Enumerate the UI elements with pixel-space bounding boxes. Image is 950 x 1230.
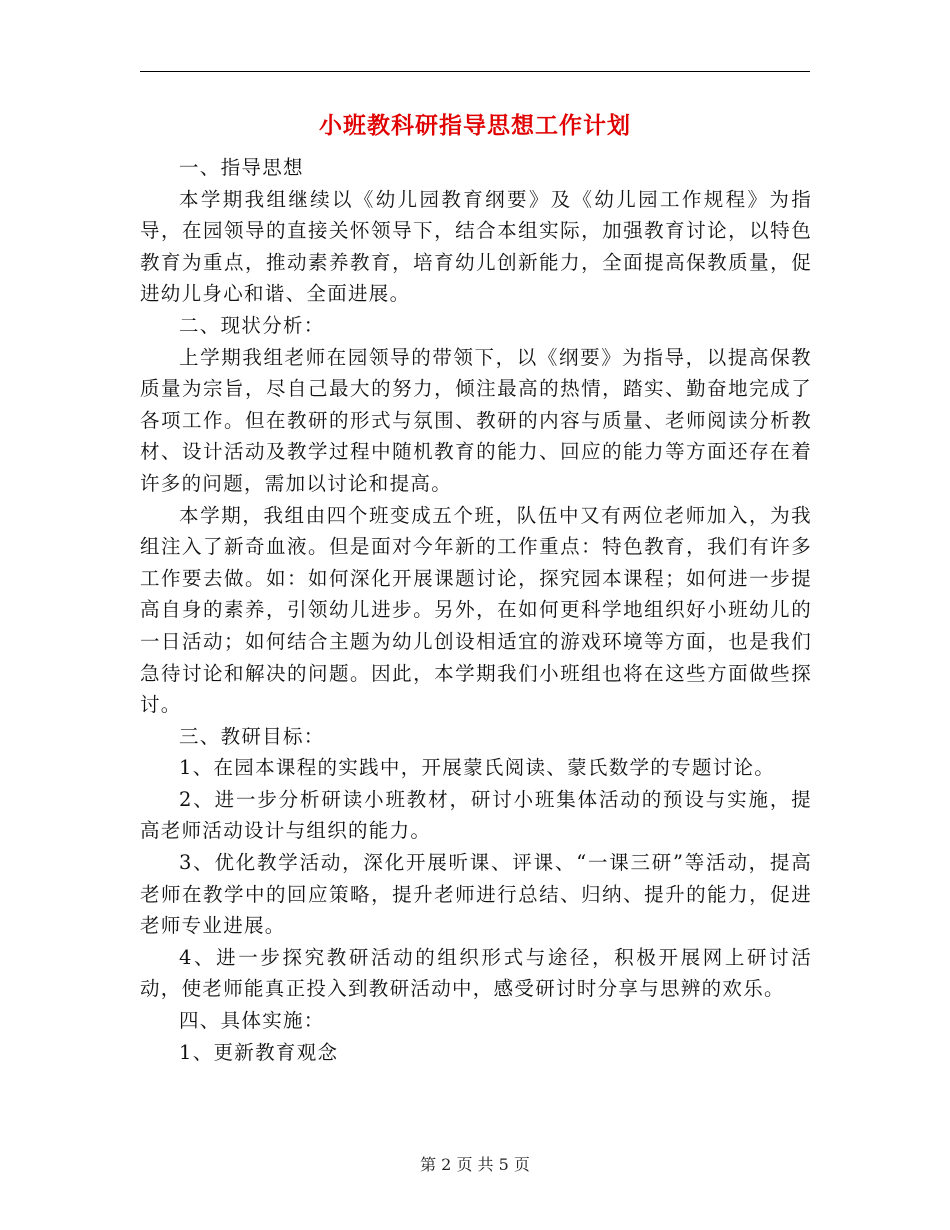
- implementation-item-1: 1、更新教育观念: [179, 1040, 339, 1064]
- header-rule: [140, 71, 810, 72]
- goal-item-3: 3、优化教学活动，深化开展听课、评课、“一课三研”等活动，提高老师在教学中的回应策略，提升老师进行总结、归纳、提升的能力，促进老师专业进展。: [140, 851, 812, 938]
- section-heading-implementation: 四、具体实施：: [179, 1009, 325, 1033]
- paragraph-this-semester: 本学期，我组由四个班变成五个班，队伍中又有两位老师加入，为我组注入了新奇血液。但是面对今年新的工作重点：特色教育，我们有许多工作要去做。如：如何深化开展课题讨论，探究园本课程；如何进一步提高自身的素养，引领幼儿进步。另外，在如何更科学地组织好小班幼儿的一日活动；如何结合主题为幼儿创设相适宜的游戏环境等方面，也是我们急待讨论和解决的问题。因此，本学期我们小班组也将在这些方面做些探讨。: [140, 503, 812, 717]
- section-heading-guiding-thought: 一、指导思想: [179, 156, 304, 179]
- section-heading-research-goals: 三、教研目标：: [179, 724, 325, 748]
- document-body: [140, 152, 812, 1068]
- section-heading-status-analysis: 二、现状分析：: [179, 313, 325, 337]
- goal-item-4: 4、进一步探究教研活动的组织形式与途径，积极开展网上研讨活动，使老师能真正投入到教研活动中，感受研讨时分享与思辨的欢乐。: [140, 945, 812, 1001]
- document-title: 小班教科研指导思想工作计划: [319, 112, 631, 139]
- goal-item-1: 1、在园本课程的实践中，开展蒙氏阅读、蒙氏数学的专题讨论。: [179, 756, 776, 780]
- page-number: 第 2 页 共 5 页: [420, 1155, 530, 1174]
- paragraph-guiding-thought: 本学期我组继续以《幼儿园教育纲要》及《幼儿园工作规程》为指导，在园领导的直接关怀领导下，结合本组实际，加强教育讨论，以特色教育为重点，推动素养教育，培育幼儿创新能力，全面提高保教质量，促进幼儿身心和谐、全面进展。: [140, 187, 812, 306]
- goal-item-2: 2、进一步分析研读小班教材，研讨小班集体活动的预设与实施，提高老师活动设计与组织的能力。: [140, 787, 812, 843]
- paragraph-last-semester: 上学期我组老师在园领导的带领下，以《纲要》为指导，以提高保教质量为宗旨，尽自己最大的努力，倾注最高的热情，踏实、勤奋地完成了各项工作。但在教研的形式与氛围、教研的内容与质量、老师阅读分析教材、设计活动及教学过程中随机教育的能力、回应的能力等方面还存在着许多的问题，需加以讨论和提高。: [140, 345, 812, 495]
